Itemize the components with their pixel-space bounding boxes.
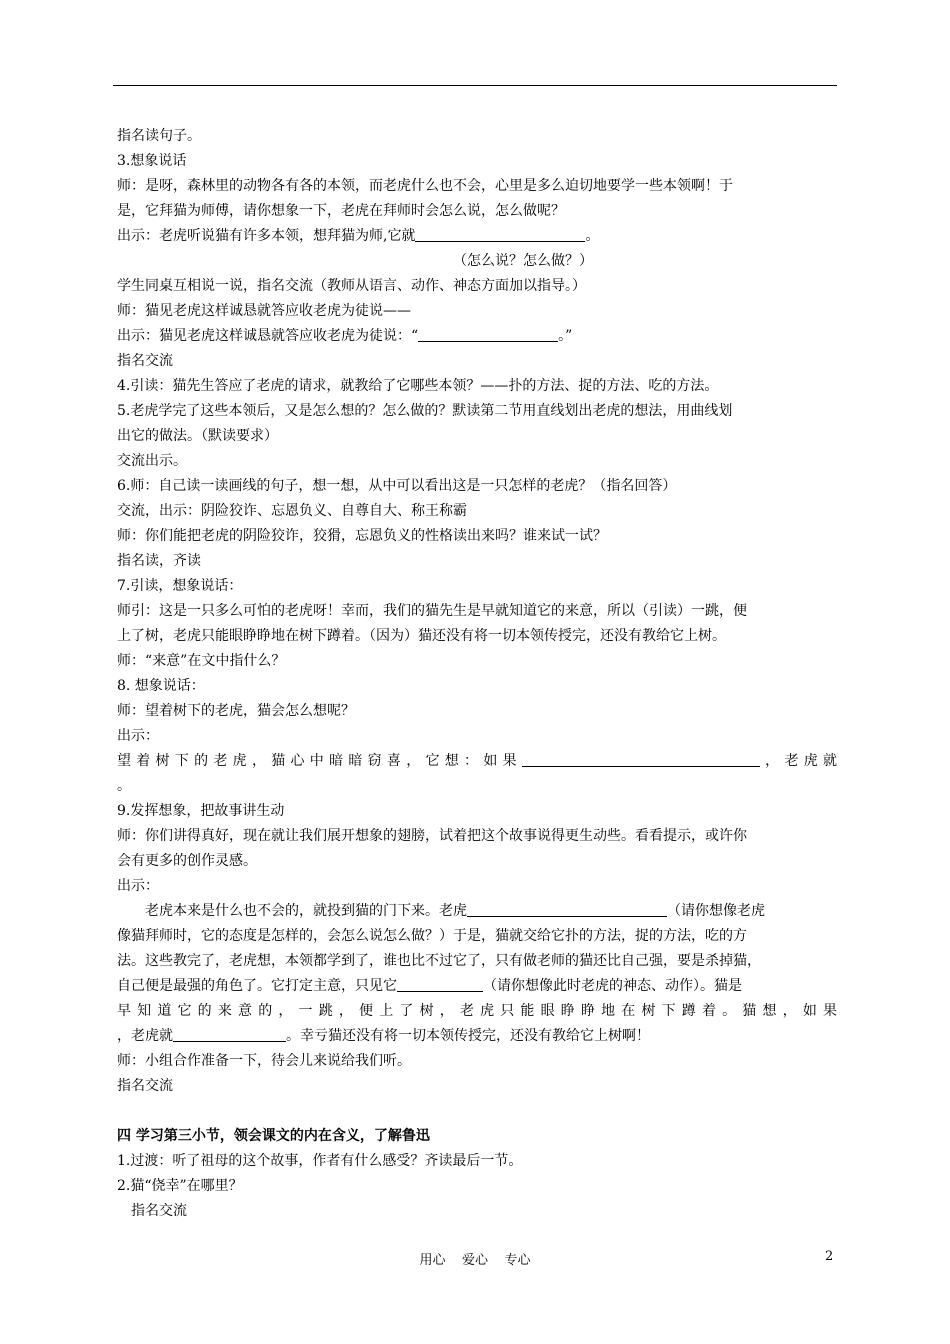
text-line: 法。这些教完了，老虎想，本领都学到了，谁也比不过它了，只有做老师的猫还比自己强，要是杀掉猫， (117, 953, 761, 969)
text-line: 像猫拜师时，它的态度是怎样的，会怎么说怎么做？）于是，猫就交给它扑的方法，捉的方法，吃的方 (117, 928, 747, 944)
line-text: 望着树下的老虎，猫心中暗暗窃喜，它想：如果 (117, 753, 522, 769)
line-suffix: 。” (558, 328, 573, 344)
line-suffix: ，老虎就 (759, 753, 838, 769)
fill-in-blank (467, 902, 667, 917)
line-text: ，老虎就 (117, 1028, 173, 1044)
fill-in-blank (173, 1027, 286, 1042)
text-line-with-blank (117, 1024, 837, 1049)
text-line: 指名交流 (117, 353, 173, 369)
text-line: 师：“来意”在文中指什么？ (117, 653, 286, 669)
text-line-with-blank (117, 224, 837, 249)
text-line: 师：小组合作准备一下，待会儿来说给我们听。 (117, 1053, 411, 1069)
fill-in-blank (522, 752, 760, 767)
text-line-with-blank (117, 974, 837, 999)
section-title: 四 学习第三小节，领会课文的内在含义，了解鲁迅 (117, 1128, 430, 1144)
section-heading: 3.想象说话 (117, 153, 187, 169)
header-rule (113, 85, 837, 86)
line-text: 出示：猫见老虎这样诚恳就答应收老虎为徒说：“ (117, 328, 419, 344)
text-line: 指名交流 (117, 1078, 173, 1094)
line-text: 出示：老虎听说猫有许多本领，想拜猫为师,它就 (117, 228, 416, 244)
text-line: 指名交流 (131, 1203, 187, 1219)
text-line: 6.师：自己读一读画线的句子，想一想，从中可以看出这是一只怎样的老虎？（指名回答） (117, 478, 677, 494)
text-line: 学生同桌互相说一说，指名交流（教师从语言、动作、神态方面加以指导。） (117, 278, 586, 294)
text-line: 交流，出示：阴险狡诈、忘恩负义、自尊自大、称王称霸 (117, 503, 467, 519)
text-line: 4.引读：猫先生答应了老虎的请求，就教给了它哪些本领？——扑的方法、捉的方法、吃的方法。 (117, 378, 719, 394)
text-line-with-blank (117, 899, 837, 924)
text-line: 师：猫见老虎这样诚恳就答应收老虎为徒说—— (117, 303, 411, 319)
text-line: 出它的做法。（默读要求） (117, 428, 278, 444)
text-line: 师：是呀，森林里的动物各有各的本领，而老虎什么也不会，心里是多么迫切地要学一些本领啊！于 (117, 178, 733, 194)
blank-line (117, 1099, 837, 1124)
line-text: 老虎本来是什么也不会的，就投到猫的门下来。老虎 (145, 903, 467, 919)
text-line: 5.老虎学完了这些本领后，又是怎么想的？怎么做的？默读第二节用直线划出老虎的想法，用曲线划 (117, 403, 733, 419)
text-line: 指名读，齐读 (117, 553, 201, 569)
line-suffix: （请你想像老虎 (667, 903, 765, 919)
section-heading: 9.发挥想象，把故事讲生动 (117, 803, 285, 819)
text-line: 指名读句子。 (117, 128, 201, 144)
fill-in-blank (415, 227, 585, 242)
fill-in-blank (397, 977, 483, 992)
text-line-with-blank (117, 324, 837, 349)
text-line: 师引：这是一只多么可怕的老虎呀！幸而，我们的猫先生是早就知道它的来意，所以（引读）一跳，便 (117, 603, 747, 619)
text-line: 早知道它的来意的，一跳，便上了树，老虎只能眼睁睁地在树下蹲着。猫想，如果 (117, 1003, 837, 1019)
footer-motto: 用心 爱心 专心 (419, 1253, 531, 1268)
fill-in-blank (418, 327, 558, 342)
document-body (117, 124, 837, 1224)
text-line: 师：望着树下的老虎，猫会怎么想呢？ (117, 703, 355, 719)
text-line: 师：你们讲得真好，现在就让我们展开想象的翅膀，试着把这个故事说得更生动些。看看提示，或许你 (117, 828, 747, 844)
text-line-with-blank (117, 749, 837, 774)
section-heading: 8. 想象说话： (117, 678, 205, 694)
text-line: 出示： (117, 728, 159, 744)
text-line: 2.猫“侥幸”在哪里？ (117, 1178, 243, 1194)
text-line: 。 (117, 778, 131, 794)
text-line: 师：你们能把老虎的阴险狡诈，狡猾，忘恩负义的性格读出来吗？谁来试一试？ (117, 528, 607, 544)
prompt-hint: （怎么说？怎么做？） (453, 253, 593, 269)
line-text: 自己便是最强的角色了。它打定主意，只见它 (117, 978, 397, 994)
text-line: 会有更多的创作灵感。 (117, 853, 257, 869)
line-suffix: 。 (585, 228, 600, 244)
text-line: 上了树，老虎只能眼睁睁地在树下蹲着。（因为）猫还没有将一切本领传授完，还没有教给它上树。 (117, 628, 726, 644)
text-line: 1.过渡：听了祖母的这个故事，作者有什么感受？齐读最后一节。 (117, 1153, 523, 1169)
text-line: 交流出示。 (117, 453, 187, 469)
line-suffix: （请你想像此时老虎的神态、动作）。猫是 (483, 978, 742, 994)
page-number: 2 (825, 1249, 834, 1264)
text-line: 是，它拜猫为师傅，请你想象一下，老虎在拜师时会怎么说，怎么做呢？ (117, 203, 565, 219)
section-heading: 7.引读，想象说话： (117, 578, 243, 594)
line-suffix: 。幸亏猫还没有将一切本领传授完，还没有教给它上树啊！ (286, 1028, 650, 1044)
text-line: 出示： (117, 878, 159, 894)
